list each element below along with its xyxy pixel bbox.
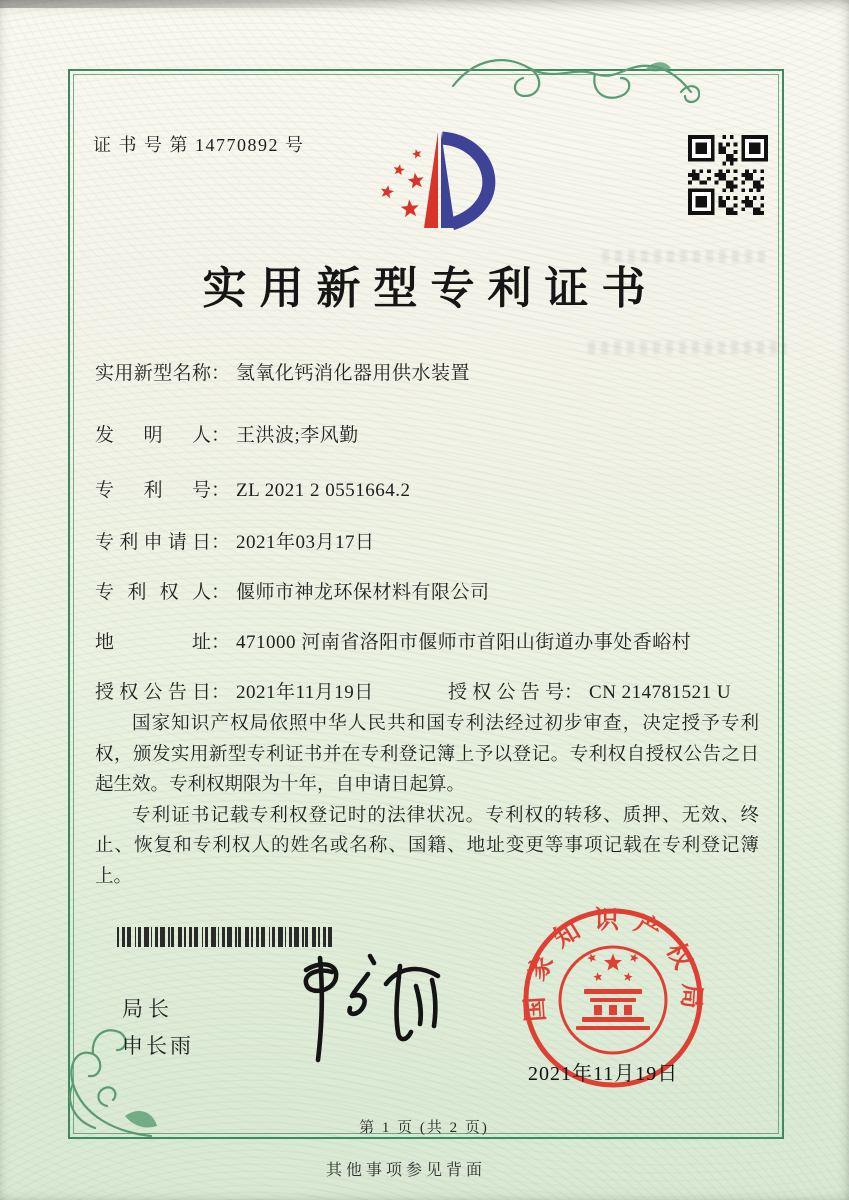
legal-paragraph: 专利证书记载专利权登记时的法律状况。专利权的转移、质押、无效、终止、恢复和专利权人的姓名或名称、国籍、地址变更等事项记载在专利登记簿上。 (95, 805, 759, 887)
grant-number-pair (448, 677, 731, 704)
field-label: 专利号 (95, 480, 211, 501)
director-name: 申长雨 (122, 1034, 194, 1058)
field-colon: ： (211, 425, 231, 446)
director-signature (248, 950, 453, 1068)
field-colon: ： (211, 582, 231, 603)
dragon-flourish-ornament (445, 50, 700, 110)
field-label: 地址 (95, 632, 211, 653)
seal-text: 国家知识产权局 (521, 906, 705, 1023)
field-colon: ： (211, 532, 231, 553)
cnipa-logo-icon (342, 120, 542, 250)
field-row-inventor (95, 420, 763, 447)
field-row-patentee (95, 577, 763, 604)
seal-date: 2021年11月19日 (528, 1063, 679, 1085)
field-value: 471000 河南省洛阳市偃师市首阳山街道办事处香峪村 (236, 632, 692, 653)
field-colon: ： (211, 480, 231, 501)
field-value: ZL 2021 2 0551664.2 (236, 480, 411, 501)
certificate-number: 证 书 号 第 14770892 号 (93, 135, 305, 155)
field-label: 授权公告日 (95, 682, 211, 703)
field-value: 王洪波;李风勤 (236, 425, 359, 446)
field-row-grant (95, 677, 763, 704)
field-row-filing-date (95, 527, 763, 554)
field-label: 实用新型名称 (95, 363, 211, 384)
field-colon: ： (211, 632, 231, 653)
scan-edge-shadow (0, 0, 420, 8)
qr-code (688, 135, 768, 215)
field-label: 专利权人 (95, 582, 211, 603)
field-colon: ： (211, 682, 231, 703)
field-colon: ： (211, 363, 231, 384)
field-row-name (95, 358, 763, 385)
field-value: 偃师市神龙环保材料有限公司 (236, 582, 490, 603)
back-side-note: 其他事项参见背面 (325, 1162, 486, 1179)
field-value: 氢氧化钙消化器用供水装置 (236, 363, 471, 384)
legal-paragraph: 国家知识产权局依照中华人民共和国专利法经过初步审查，决定授予专利权，颁发实用新型专利证书并在专利登记簿上予以登记。专利权自授权公告之日起生效。专利权期限为十年，自申请日起算。 (95, 714, 759, 795)
field-label: 发明人 (95, 425, 211, 446)
field-row-address (95, 627, 763, 654)
field-value: 2021年03月17日 (236, 532, 375, 553)
field-value: CN 214781521 U (589, 682, 732, 703)
director-title: 局长 (122, 997, 174, 1021)
field-value: 2021年11月19日 (236, 682, 374, 703)
field-row-patent-number (95, 475, 763, 502)
field-label: 授权公告号 (448, 682, 564, 703)
national-emblem-icon (560, 947, 666, 1053)
show-through-text (588, 341, 786, 354)
page-number: 第 1 页 (共 2 页) (359, 1120, 489, 1136)
field-colon: ： (564, 682, 584, 703)
legal-text (95, 709, 759, 892)
barcode (117, 927, 335, 947)
field-label: 专利申请日 (95, 532, 211, 553)
certificate-title: 实用新型专利证书 (202, 264, 659, 313)
